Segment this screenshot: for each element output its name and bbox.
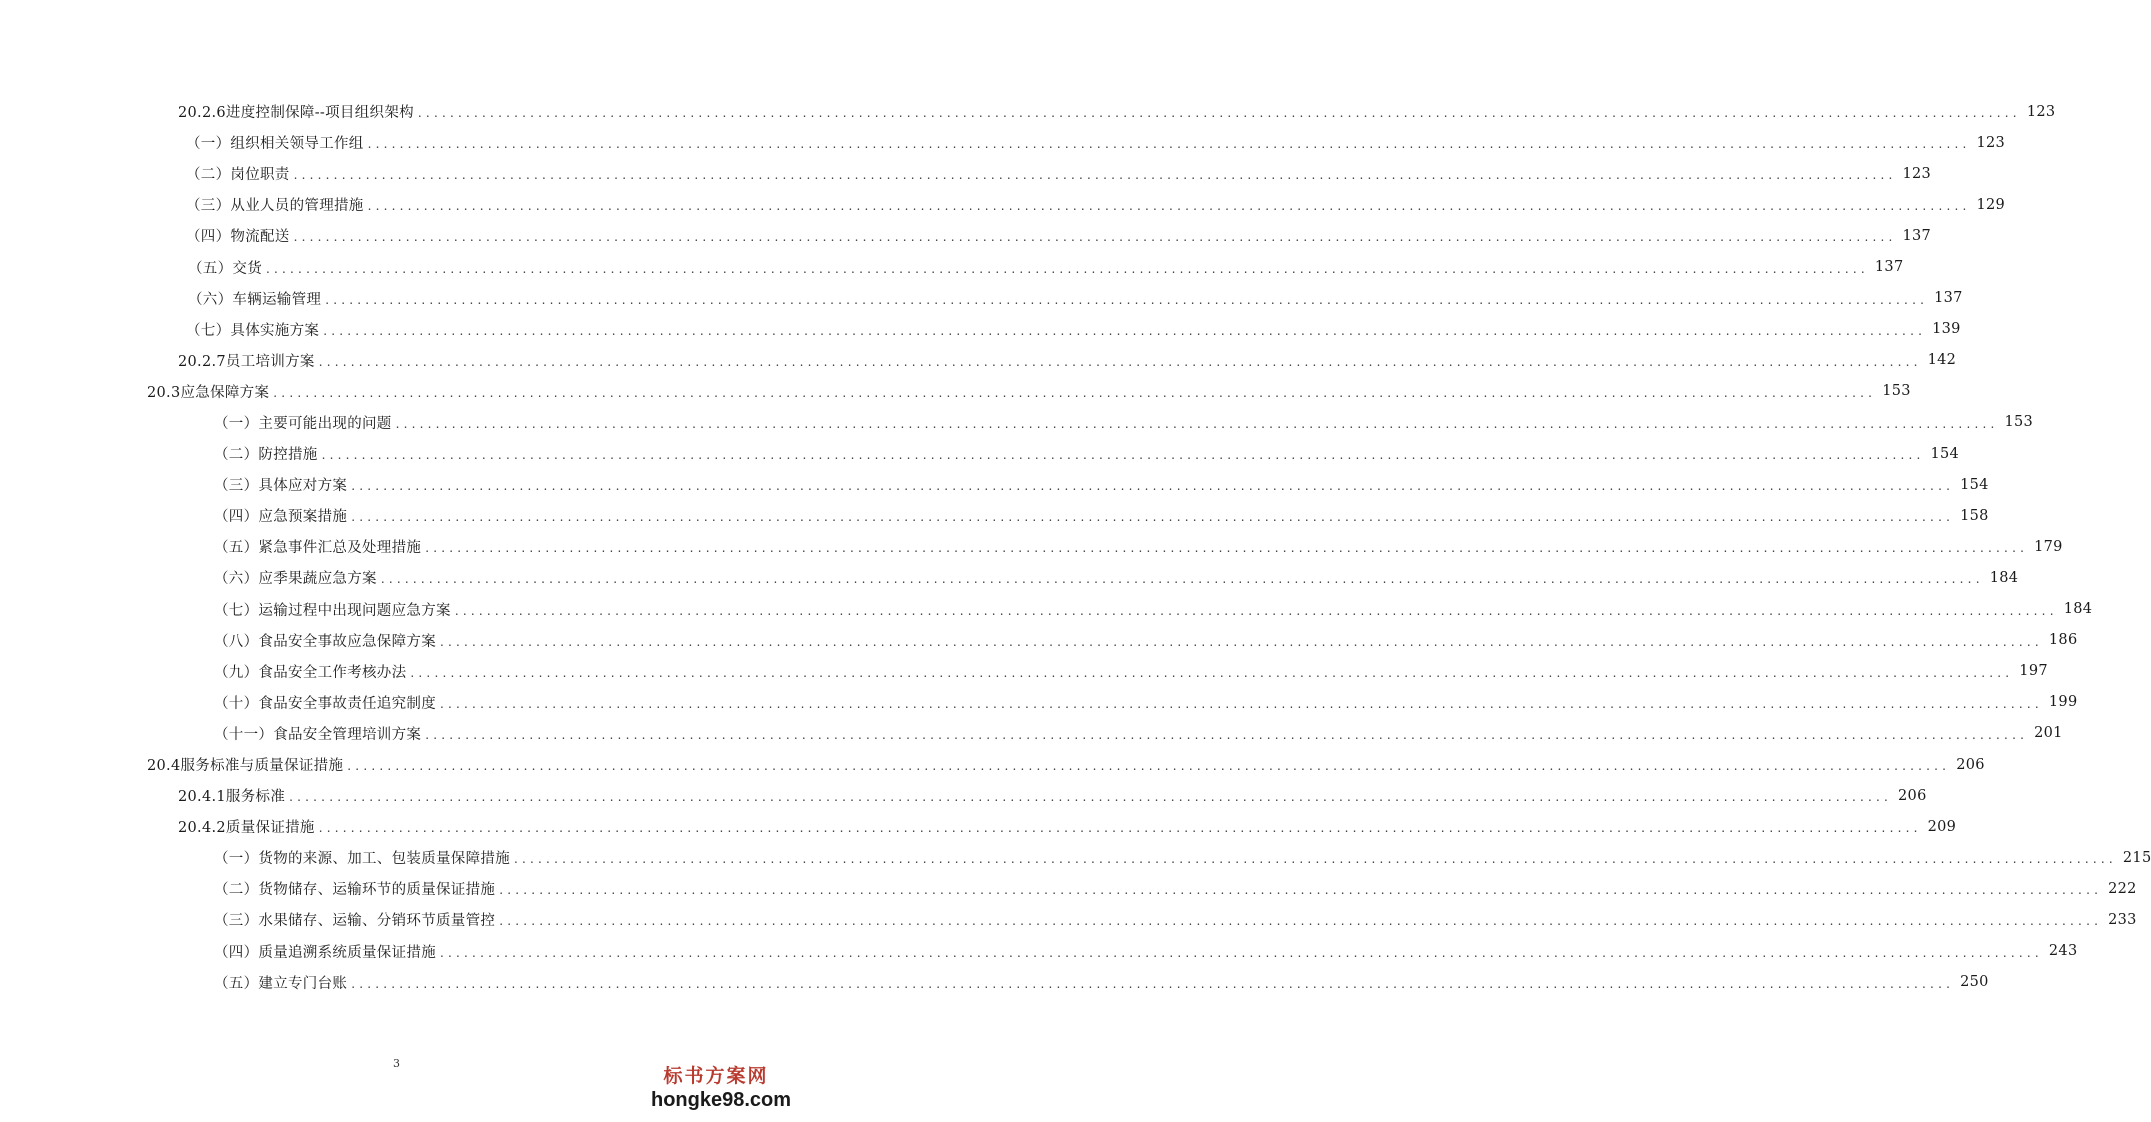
toc-dot-leader: ........................................................................................................................................................................................................ [417, 106, 2021, 121]
toc-dot-leader: ........................................................................................................................................................................................................ [318, 821, 1922, 836]
toc-dot-leader: ........................................................................................................................................................................................................ [499, 914, 2103, 929]
toc-dot-leader: ........................................................................................................................................................................................................ [323, 323, 1927, 338]
toc-entry-title: （三）水果储存、运输、分销环节质量管控 [214, 913, 496, 930]
toc-dot-leader: ........................................................................................................................................................................................................ [425, 541, 2029, 556]
toc-entry[interactable] [0, 936, 2078, 967]
toc-entry[interactable] [0, 780, 1927, 811]
site-watermark [651, 1064, 792, 1112]
toc-entry-title: （五）交货 [188, 260, 262, 277]
toc-entry-page: 201 [2034, 725, 2063, 742]
toc-dot-leader: ........................................................................................................................................................................................................ [293, 230, 1897, 245]
toc-entry[interactable] [0, 562, 2019, 593]
toc-dot-leader: ........................................................................................................................................................................................................ [440, 696, 2043, 711]
toc-dot-leader: ........................................................................................................................................................................................................ [325, 292, 1929, 307]
toc-entry-page: 197 [2019, 663, 2048, 680]
toc-entry-title: （十）食品安全事故责任追究制度 [214, 695, 436, 712]
toc-entry-page: 123 [1902, 165, 1932, 182]
toc-entry-title: （四）质量追溯系统质量保证措施 [214, 944, 436, 961]
toc-entry-title: （三）从业人员的管理措施 [186, 198, 364, 215]
toc-entry-page: 153 [2004, 414, 2034, 431]
toc-dot-leader: ........................................................................................................................................................................................................ [367, 137, 1971, 152]
toc-entry-title: （四）应急预案措施 [214, 509, 348, 526]
toc-entry[interactable] [0, 718, 2063, 749]
toc-entry-page: 184 [2063, 601, 2093, 618]
toc-dot-leader: ........................................................................................................................................................................................................ [266, 261, 1869, 276]
toc-dot-leader: ........................................................................................................................................................................................................ [454, 603, 2058, 618]
toc-entry-title: （六）车辆运输管理 [188, 291, 322, 308]
toc-entry[interactable] [0, 314, 1961, 345]
toc-entry-page: 137 [1934, 290, 1963, 307]
toc-entry-title: 20.4服务标准与质量保证措施 [147, 758, 344, 775]
toc-entry[interactable] [0, 625, 2078, 656]
toc-entry-title: （六）应季果蔬应急方案 [214, 571, 377, 588]
toc-entry-page: 215 [2122, 849, 2151, 866]
toc-dot-leader: ........................................................................................................................................................................................................ [289, 790, 1893, 805]
watermark-chinese-text: 标书方案网 [663, 1065, 769, 1087]
toc-entry-page: 179 [2034, 538, 2063, 555]
toc-entry-page: 129 [1976, 196, 2006, 213]
toc-entry-page: 206 [1898, 787, 1927, 804]
toc-dot-leader: ........................................................................................................................................................................................................ [499, 883, 2103, 898]
toc-entry-title: 20.4.2质量保证措施 [178, 820, 315, 837]
toc-dot-leader: ........................................................................................................................................................................................................ [318, 354, 1922, 369]
toc-entry-page: 123 [1976, 134, 2006, 151]
toc-dot-leader: ........................................................................................................................................................................................................ [425, 727, 2029, 742]
toc-entry[interactable] [0, 811, 1957, 842]
toc-entry-page: 243 [2048, 943, 2078, 960]
toc-dot-leader: ........................................................................................................................................................................................................ [440, 945, 2043, 960]
toc-entry-page: 222 [2108, 880, 2137, 897]
toc-entry-page: 137 [1874, 259, 1904, 276]
toc-entry[interactable] [0, 842, 2151, 873]
toc-entry[interactable] [0, 376, 1911, 407]
toc-entry-page: 206 [1956, 756, 1985, 773]
toc-entry-title: （七）具体实施方案 [186, 322, 320, 339]
toc-entry-page: 186 [2048, 632, 2078, 649]
toc-dot-leader: ........................................................................................................................................................................................................ [440, 634, 2043, 649]
toc-entry-page: 139 [1932, 321, 1961, 338]
toc-entry[interactable] [0, 283, 1963, 314]
toc-dot-leader: ........................................................................................................................................................................................................ [347, 759, 1951, 774]
toc-entry[interactable] [0, 967, 1989, 998]
toc-dot-leader: ........................................................................................................................................................................................................ [321, 448, 1925, 463]
toc-entry-title: （一）组织相关领导工作组 [186, 136, 364, 153]
toc-entry-page: 250 [1960, 974, 1989, 991]
toc-entry-title: （一）货物的来源、加工、包装质量保障措施 [214, 851, 510, 868]
toc-entry-title: （二）防控措施 [214, 447, 318, 464]
toc-entry-title: 20.3应急保障方案 [147, 384, 270, 401]
toc-entry-title: （三）具体应对方案 [214, 478, 348, 495]
toc-entry[interactable] [0, 904, 2137, 935]
toc-entry-title: （二）岗位职责 [186, 167, 290, 184]
toc-entry-title: 20.4.1服务标准 [178, 789, 286, 806]
toc-entry-title: 20.2.7员工培训方案 [178, 353, 315, 370]
toc-dot-leader: ........................................................................................................................................................................................................ [395, 416, 1999, 431]
toc-entry-title: （十一）食品安全管理培训方案 [214, 726, 422, 743]
toc-entry-page: 209 [1927, 818, 1957, 835]
toc-entry[interactable] [0, 407, 2034, 438]
toc-entry-page: 184 [1989, 569, 2019, 586]
toc-dot-leader: ........................................................................................................................................................................................................ [380, 572, 1984, 587]
toc-entry[interactable] [0, 469, 1989, 500]
toc-entry-page: 153 [1882, 383, 1911, 400]
toc-entry-title: （四）物流配送 [186, 229, 290, 246]
toc-entry[interactable] [0, 687, 2078, 718]
toc-entry-page: 123 [2026, 103, 2056, 120]
toc-entry-title: （五）紧急事件汇总及处理措施 [214, 540, 422, 557]
toc-entry[interactable] [0, 189, 2006, 220]
toc-entry-page: 154 [1960, 476, 1989, 493]
toc-dot-leader: ........................................................................................................................................................................................................ [351, 510, 1955, 525]
toc-entry[interactable] [0, 96, 2056, 127]
toc-entry[interactable] [0, 749, 1985, 780]
toc-entry-title: （二）货物储存、运输环节的质量保证措施 [214, 882, 496, 899]
toc-dot-leader: ........................................................................................................................................................................................................ [351, 479, 1955, 494]
toc-entry[interactable] [0, 531, 2063, 562]
toc-entry[interactable] [0, 656, 2048, 687]
toc-dot-leader: ........................................................................................................................................................................................................ [367, 199, 1971, 214]
toc-entry[interactable] [0, 220, 1932, 251]
toc-entry-page: 142 [1927, 352, 1957, 369]
toc-entry-page: 137 [1902, 227, 1932, 244]
toc-entry-title: （八）食品安全事故应急保障方案 [214, 633, 436, 650]
page-number: 3 [393, 1057, 400, 1070]
toc-entry[interactable] [0, 345, 1957, 376]
toc-dot-leader: ........................................................................................................................................................................................................ [351, 976, 1955, 991]
toc-entry[interactable] [0, 438, 1960, 469]
toc-entry-title: （七）运输过程中出现问题应急方案 [214, 602, 451, 619]
toc-dot-leader: ........................................................................................................................................................................................................ [293, 168, 1897, 183]
watermark-domain-text: hongke98.com [651, 1089, 792, 1111]
toc-entry-title: 20.2.6进度控制保障--项目组织架构 [178, 105, 414, 122]
toc-entry-title: （九）食品安全工作考核办法 [214, 664, 407, 681]
toc-entry-title: （一）主要可能出现的问题 [214, 415, 392, 432]
toc-dot-leader: ........................................................................................................................................................................................................ [514, 852, 2117, 867]
toc-entry-page: 154 [1930, 445, 1960, 462]
toc-entry-page: 199 [2048, 694, 2078, 711]
toc-entry[interactable] [0, 251, 1904, 282]
toc-entry[interactable] [0, 158, 1932, 189]
toc-dot-leader: ........................................................................................................................................................................................................ [410, 665, 2014, 680]
table-of-contents [0, 96, 2151, 998]
toc-entry[interactable] [0, 500, 1989, 531]
toc-entry[interactable] [0, 594, 2093, 625]
toc-entry-page: 233 [2108, 911, 2137, 928]
toc-dot-leader: ........................................................................................................................................................................................................ [273, 385, 1877, 400]
toc-entry-title: （五）建立专门台账 [214, 975, 348, 992]
toc-entry-page: 158 [1960, 507, 1989, 524]
toc-entry[interactable] [0, 127, 2006, 158]
toc-entry[interactable] [0, 873, 2137, 904]
